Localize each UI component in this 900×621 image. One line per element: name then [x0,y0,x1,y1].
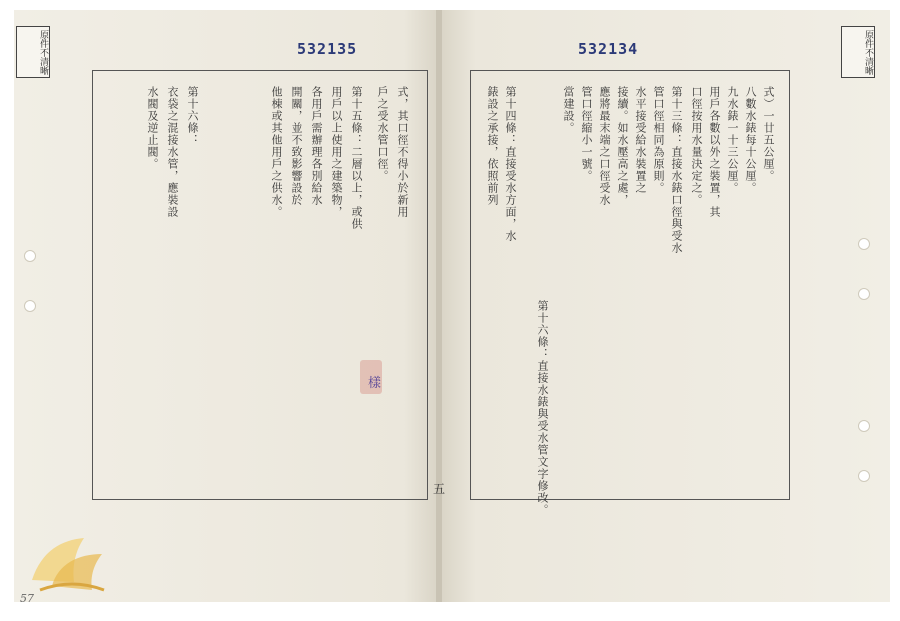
right-column-14: 錶設之承接，依照前列 [486,86,499,206]
seal-character: 樣 [368,376,382,391]
left-column-10: 水閥及逆止閥。 [146,86,159,170]
right-column-5: 口徑按用水量決定之。 [690,86,703,206]
binding-hole [858,470,870,482]
right-column-1: 式）一廿五公厘。 [762,86,775,182]
binding-hole [858,420,870,432]
left-column-4: 用戶以上使用之建築物， [330,86,343,218]
left-column-8: 第十六條： [186,86,199,146]
right-column-12: 當建設。 [562,86,575,134]
right-doc-number: 532134 [578,40,639,58]
archive-logo-icon [22,520,114,600]
left-column-3: 第十五條：二層以上，或供 [350,86,363,230]
right-column-3: 九水錶一十三公厘。 [726,86,739,194]
left-column-9: 衣袋之混接水管，應裝設 [166,86,179,218]
right-column-10: 應將最末端之口徑受水 [598,86,611,206]
right-column-7: 管口徑相同為原則。 [652,86,665,194]
unclear-original-stamp-left: 原件不清晰 [16,26,50,78]
left-column-2: 戶之受水管口徑。 [376,86,389,182]
right-column-11: 管口徑縮小一號。 [580,86,593,182]
binding-hole [24,250,36,262]
right-column-15: 第十六條：直接水錶與受水管文字修改。 [536,300,549,516]
left-doc-number: 532135 [297,40,358,58]
right-column-6: 第十三條：直接水錶口徑與受水 [670,86,683,254]
right-column-9: 接續。如水壓高之處， [616,86,629,206]
right-text-frame [470,70,790,500]
left-column-7: 他棟或其他用戶之供水。 [270,86,283,218]
right-column-2: 八數水錶每十公厘。 [744,86,757,194]
right-column-4: 用戶各數以外之裝置，其 [708,86,721,218]
book-spine [436,10,442,602]
binding-hole [858,238,870,250]
page-number: 五 [433,482,446,496]
left-column-6: 開關，並不致影響設於 [290,86,303,206]
right-column-13: 第十四條：直接受水方面，水 [504,86,517,242]
left-column-5: 各用戶需辦理各別給水 [310,86,323,206]
right-column-8: 水平接受給水裝置之 [634,86,647,194]
binding-hole [858,288,870,300]
pencil-annotation: 57 [20,592,34,605]
left-column-1: 式，其口徑不得小於新用 [396,86,409,218]
unclear-original-stamp: 原件不清晰 [841,26,875,78]
binding-hole [24,300,36,312]
